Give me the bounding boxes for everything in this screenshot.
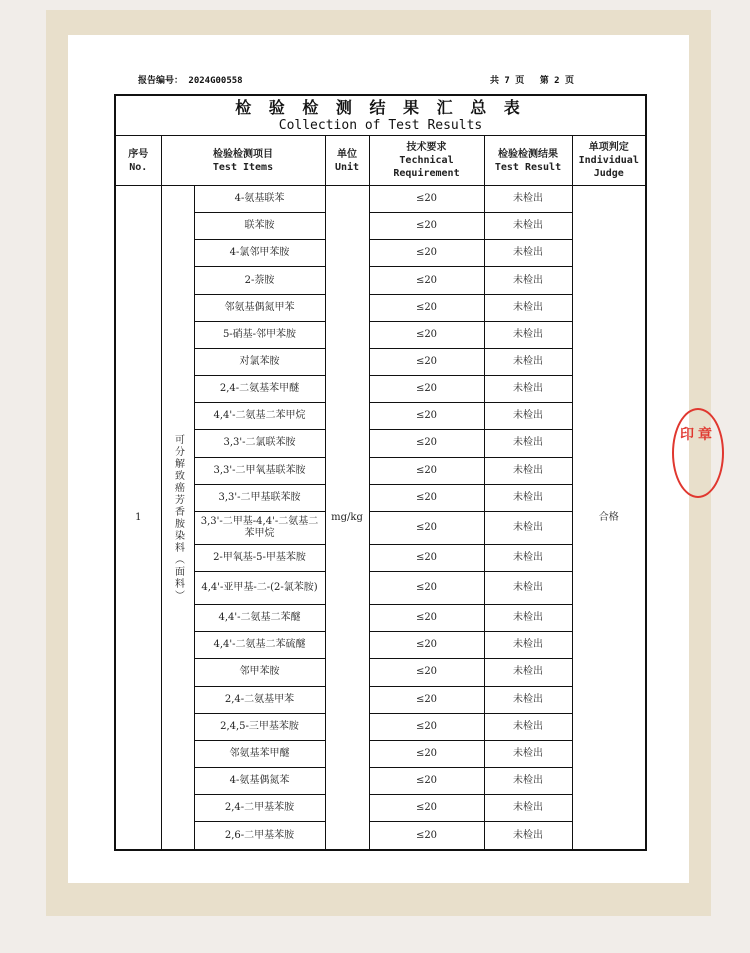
result-cell: 未检出 xyxy=(484,376,572,403)
result-cell: 未检出 xyxy=(484,186,572,213)
test-item-name: 4,4'-二氨基二苯甲烷 xyxy=(213,410,306,422)
col-header-result xyxy=(484,136,572,186)
test-item-cell xyxy=(194,686,325,713)
test-item-name: 4,4'-二氨基二苯醚 xyxy=(218,612,301,624)
test-item-name: 2,6-二甲基苯胺 xyxy=(224,829,295,841)
table-row xyxy=(115,544,646,571)
test-item-name: 2,4-二甲基苯胺 xyxy=(224,802,295,814)
test-item-cell xyxy=(194,294,325,321)
table-row xyxy=(115,822,646,850)
requirement-cell: ≤20 xyxy=(369,795,484,822)
unit-cell: mg/kg xyxy=(325,186,369,851)
requirement-cell: ≤20 xyxy=(369,457,484,484)
col-header-items-en: Test Items xyxy=(212,161,274,173)
page-indicator xyxy=(490,73,584,86)
test-item-name: 联苯胺 xyxy=(244,220,275,232)
test-item-cell xyxy=(194,213,325,240)
result-cell: 未检出 xyxy=(484,321,572,348)
table-row xyxy=(115,713,646,740)
requirement-cell: ≤20 xyxy=(369,186,484,213)
table-row xyxy=(115,740,646,767)
result-cell: 未检出 xyxy=(484,240,572,267)
result-cell: 未检出 xyxy=(484,348,572,375)
table-row xyxy=(115,605,646,632)
test-item-cell xyxy=(194,321,325,348)
test-item-cell xyxy=(194,240,325,267)
table-row xyxy=(115,686,646,713)
total-pages: 共 7 页 xyxy=(490,76,525,86)
table-row xyxy=(115,430,646,457)
test-category: 可分解致癌芳香胺染料（面料） xyxy=(161,186,194,851)
table-row xyxy=(115,321,646,348)
test-item-cell xyxy=(194,430,325,457)
table-row xyxy=(115,267,646,294)
result-cell: 未检出 xyxy=(484,605,572,632)
col-header-seq-en: No. xyxy=(129,161,148,173)
test-item-name: 4-氨基偶氮苯 xyxy=(229,775,290,787)
test-item-name: 4,4'-二氨基二苯硫醚 xyxy=(213,639,306,651)
judgement-cell: 合格 xyxy=(572,186,646,851)
table-row xyxy=(115,213,646,240)
table-row xyxy=(115,240,646,267)
requirement-cell: ≤20 xyxy=(369,713,484,740)
requirement-cell: ≤20 xyxy=(369,294,484,321)
result-cell: 未检出 xyxy=(484,457,572,484)
test-item-cell xyxy=(194,457,325,484)
result-cell: 未检出 xyxy=(484,659,572,686)
requirement-cell: ≤20 xyxy=(369,632,484,659)
table-row xyxy=(115,376,646,403)
test-item-name: 3,3'-二甲基-4,4'-二氨基二苯甲烷 xyxy=(200,515,319,539)
test-item-cell xyxy=(194,572,325,605)
result-cell: 未检出 xyxy=(484,430,572,457)
table-row xyxy=(115,484,646,511)
test-item-cell xyxy=(194,403,325,430)
result-cell: 未检出 xyxy=(484,767,572,794)
report-number: 报告编号： 2024G00558 xyxy=(138,76,243,86)
test-item-cell xyxy=(194,659,325,686)
col-header-requirement-cn: 技术要求 xyxy=(406,142,447,153)
test-item-name: 2,4,5-三甲基苯胺 xyxy=(220,720,299,732)
col-header-unit xyxy=(325,136,369,186)
test-item-name: 2-萘胺 xyxy=(244,274,275,286)
table-row xyxy=(115,795,646,822)
table-row xyxy=(115,632,646,659)
requirement-cell: ≤20 xyxy=(369,740,484,767)
test-item-name: 4-氨基联苯 xyxy=(234,193,285,205)
test-item-name: 邻氨基苯甲醚 xyxy=(229,747,290,759)
result-cell: 未检出 xyxy=(484,740,572,767)
col-header-requirement-en1: Technical xyxy=(399,155,454,166)
requirement-cell: ≤20 xyxy=(369,767,484,794)
col-header-result-en: Test Result xyxy=(494,161,562,173)
test-item-name: 4-氯邻甲苯胺 xyxy=(229,247,290,259)
result-cell: 未检出 xyxy=(484,267,572,294)
col-header-items-cn: 检验检测项目 xyxy=(213,148,273,160)
table-row xyxy=(115,511,646,544)
col-header-items xyxy=(161,136,325,186)
table-row xyxy=(115,572,646,605)
requirement-cell: ≤20 xyxy=(369,686,484,713)
test-item-name: 3,3'-二甲基联苯胺 xyxy=(218,491,301,503)
col-header-result-cn: 检验检测结果 xyxy=(498,148,558,160)
col-header-seq xyxy=(115,136,161,186)
col-header-unit-en: Unit xyxy=(334,161,360,173)
table-row xyxy=(115,767,646,794)
table-row xyxy=(115,659,646,686)
requirement-cell: ≤20 xyxy=(369,572,484,605)
result-cell: 未检出 xyxy=(484,213,572,240)
requirement-cell: ≤20 xyxy=(369,240,484,267)
test-item-cell xyxy=(194,713,325,740)
table-row xyxy=(115,403,646,430)
seal-stamp: 印章 xyxy=(672,408,724,498)
requirement-cell: ≤20 xyxy=(369,544,484,571)
col-header-judge-en1: Individual xyxy=(578,155,639,166)
table-title-en: Collection of Test Results xyxy=(278,117,483,133)
col-header-judge-en2: Judge xyxy=(593,168,624,179)
requirement-cell: ≤20 xyxy=(369,267,484,294)
requirement-cell: ≤20 xyxy=(369,511,484,544)
result-cell: 未检出 xyxy=(484,713,572,740)
test-item-cell xyxy=(194,267,325,294)
requirement-cell: ≤20 xyxy=(369,321,484,348)
test-item-name: 3,3'-二氯联苯胺 xyxy=(223,437,296,449)
result-cell: 未检出 xyxy=(484,795,572,822)
test-item-cell xyxy=(194,822,325,850)
test-item-name: 2-甲氧基-5-甲基苯胺 xyxy=(213,551,306,563)
requirement-cell: ≤20 xyxy=(369,403,484,430)
test-item-name: 邻氨基偶氮甲苯 xyxy=(224,301,295,313)
table-title-cn: 检 验 检 测 结 果 汇 总 表 xyxy=(235,97,526,117)
test-item-cell xyxy=(194,632,325,659)
test-results-table xyxy=(114,94,647,851)
test-item-name: 4,4'-亚甲基-二-(2-氯苯胺) xyxy=(201,582,318,594)
test-item-cell xyxy=(194,376,325,403)
requirement-cell: ≤20 xyxy=(369,484,484,511)
test-item-cell xyxy=(194,605,325,632)
requirement-cell: ≤20 xyxy=(369,659,484,686)
test-item-cell xyxy=(194,544,325,571)
requirement-cell: ≤20 xyxy=(369,430,484,457)
requirement-cell: ≤20 xyxy=(369,376,484,403)
result-cell: 未检出 xyxy=(484,544,572,571)
result-cell: 未检出 xyxy=(484,632,572,659)
test-item-cell xyxy=(194,484,325,511)
requirement-cell: ≤20 xyxy=(369,213,484,240)
col-header-unit-cn: 单位 xyxy=(337,148,357,160)
result-cell: 未检出 xyxy=(484,294,572,321)
result-cell: 未检出 xyxy=(484,511,572,544)
requirement-cell: ≤20 xyxy=(369,348,484,375)
result-cell: 未检出 xyxy=(484,822,572,850)
table-row xyxy=(115,294,646,321)
test-item-cell xyxy=(194,740,325,767)
col-header-judge xyxy=(572,136,646,186)
table-row xyxy=(115,186,646,213)
col-header-seq-cn: 序号 xyxy=(128,148,149,160)
sequence-number: 1 xyxy=(115,186,161,851)
result-cell: 未检出 xyxy=(484,686,572,713)
result-cell: 未检出 xyxy=(484,484,572,511)
current-page: 第 2 页 xyxy=(539,76,574,86)
table-row xyxy=(115,457,646,484)
col-header-requirement-en2: Requirement xyxy=(393,168,460,179)
test-item-name: 2,4-二氨基苯甲醚 xyxy=(219,383,300,395)
requirement-cell: ≤20 xyxy=(369,605,484,632)
test-item-cell xyxy=(194,348,325,375)
test-item-name: 5-硝基-邻甲苯胺 xyxy=(222,328,297,340)
test-item-name: 3,3'-二甲氧基联苯胺 xyxy=(213,464,306,476)
requirement-cell: ≤20 xyxy=(369,822,484,850)
test-item-name: 邻甲苯胺 xyxy=(239,666,280,678)
test-item-name: 对氯苯胺 xyxy=(239,356,280,368)
test-item-cell xyxy=(194,186,325,213)
test-item-cell xyxy=(194,767,325,794)
test-item-cell xyxy=(194,511,325,544)
test-item-cell xyxy=(194,795,325,822)
col-header-requirement xyxy=(369,136,484,186)
result-cell: 未检出 xyxy=(484,403,572,430)
table-title xyxy=(115,95,646,136)
col-header-judge-cn: 单项判定 xyxy=(588,142,629,153)
table-row xyxy=(115,348,646,375)
test-item-name: 2,4-二氨基甲苯 xyxy=(224,693,295,705)
result-cell: 未检出 xyxy=(484,572,572,605)
